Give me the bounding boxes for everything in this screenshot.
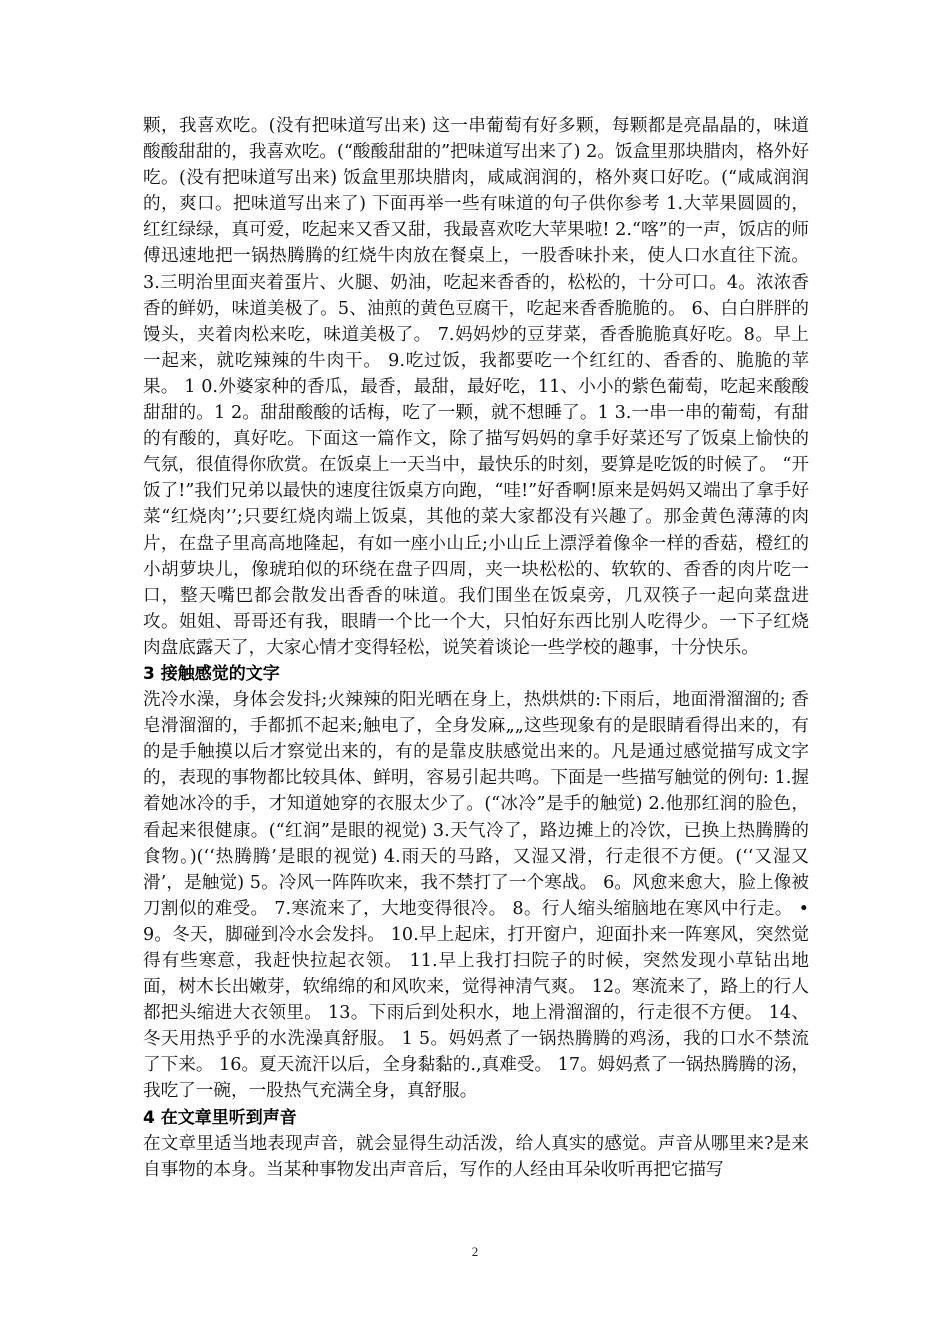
section-heading-sound: 4 在文章里听到声音 bbox=[143, 1107, 297, 1128]
page-number: 2 bbox=[471, 1244, 479, 1259]
paragraph-taste-examples: 颗，我喜欢吃。(没有把味道写出来) 这一串葡萄有好多颗，每颗都是亮晶晶的，味道酸酸甜甜的，我喜欢吃。(“酸酸甜甜的”把味道写出来了) 2。饭盒里那块腊肉，格外好吃。(没有把味道写出来) 饭盒里那块腊肉，咸咸润润的，格外爽口好吃。(“咸咸润润的，爽口。把味道写出来了) 下面再举一些有味道的句子供你参考 1.大苹果圆圆的，红红绿绿，真可爱，吃起来又香又甜，我最喜欢吃大苹果啦! 2.“喀”的一声，饭店的师傅迅速地把一锅热腾腾的红烧牛肉放在餐桌上，一股香味扑来，使人口水直往下流。3.三明治里面夹着蛋片、火腿、奶油，吃起来香香的，松松的，十分可口。4。浓浓香香的鲜奶，味道美极了。5、油煎的黄色豆腐干，吃起来香香脆脆的。 6、白白胖胖的馒头，夹着肉松来吃，味道美极了。 7.妈妈炒的豆芽菜，香香脆脆真好吃。8。早上一起来，就吃辣辣的牛肉干。 9.吃过饭，我都要吃一个红红的、香香的、脆脆的苹果。 1 0.外婆家种的香瓜，最香，最甜，最好吃，11、小小的紫色葡萄，吃起来酸酸甜甜的。1 2。甜甜酸酸的话梅，吃了一颗，就不想睡了。1 3.一串一串的葡萄，有甜的有酸的，真好吃。下面这一篇作文，除了描写妈妈的拿手好菜还写了饭桌上愉快的气氛，很值得你欣赏。在饭桌上一天当中，最快乐的时刻，要算是吃饭的时候了。 “开饭了!”我们兄弟以最快的速度往饭桌方向跑，“哇!”好香啊!原来是妈妈又端出了拿手好菜“红烧肉’’;只要红烧肉端上饭桌，其他的菜大家都没有兴趣了。那金黄色薄薄的肉片，在盘子里高高地隆起，有如一座小山丘;小山丘上漂浮着像伞一样的香菇，橙红的小胡萝块儿，像琥珀似的环绕在盘子四周，夹一块松松的、软软的、香香的肉片吃一口，整天嘴巴都会散发出香香的味道。我们围坐在饭桌旁，几双筷子一起向菜盘进攻。姐姐、哥哥还有我，眼睛一个比一个大，只怕好东西比别人吃得少。一下子红烧肉盘底露天了，大家心情才变得轻松，说笑着谈论一些学校的趣事，十分快乐。 bbox=[143, 116, 809, 658]
paragraph-sound-intro: 在文章里适当地表现声音，就会显得生动活泼，给人真实的感觉。声音从哪里来?是来自事物的本身。当某种事物发出声音后，写作的人经由耳朵收听再把它描写 bbox=[143, 1133, 809, 1180]
paragraph-touch-examples: 洗冷水澡，身体会发抖;火辣辣的阳光晒在身上，热烘烘的:下雨后，地面滑溜溜的; 香皂滑溜溜的，手都抓不起来;触电了，全身发麻„„这些现象有的是眼睛看得出来的，有的是手触摸以后才察觉出来的，有的是靠皮肤感觉出来的。凡是通过感觉描写成文字的，表现的事物都比较具体、鲜明，容易引起共鸣。下面是一些描写触觉的例句: 1.握着她冰冷的手，才知道她穿的衣服太少了。(“冰冷”是手的触觉) 2.他那红润的脸色，看起来很健康。(“红润”是眼的视觉) 3.天气冷了，路边摊上的冷饮，已换上热腾腾的食物。)(‘‘热腾腾’是眼的视觉) 4.雨天的马路，又湿又滑，行走很不方便。(‘‘又湿又滑’，是触觉) 5。冷风一阵阵吹来，我不禁打了一个寒战。 6。风愈来愈大，脸上像被刀割似的难受。 7.寒流来了，大地变得很冷。 8。行人缩头缩脑地在寒风中行走。 • 9。冬天，脚碰到冷水会发抖。 10.早上起床，打开窗户，迎面扑来一阵寒风，突然觉得有些寒意，我赶快拉起衣领。 11.早上我打扫院子的时候，突然发现小草钻出地面，树木长出嫩芽，软绵绵的和风吹来，觉得神清气爽。 12。寒流来了，路上的行人都把头缩进大衣领里。 13。下雨后到处积水，地上滑溜溜的，行走很不方便。 14、冬天用热乎乎的水洗澡真舒服。 1 5。妈妈煮了一锅热腾腾的鸡汤，我的口水不禁流了下来。 16。夏天流汗以后，全身黏黏的.,真难受。 17。姆妈煮了一锅热腾腾的汤，我吃了一碗，一股热气充满全身，真舒服。 bbox=[143, 690, 809, 1102]
section-heading-touch: 3 接触感觉的文字 bbox=[143, 663, 280, 684]
document-body bbox=[143, 113, 809, 1183]
